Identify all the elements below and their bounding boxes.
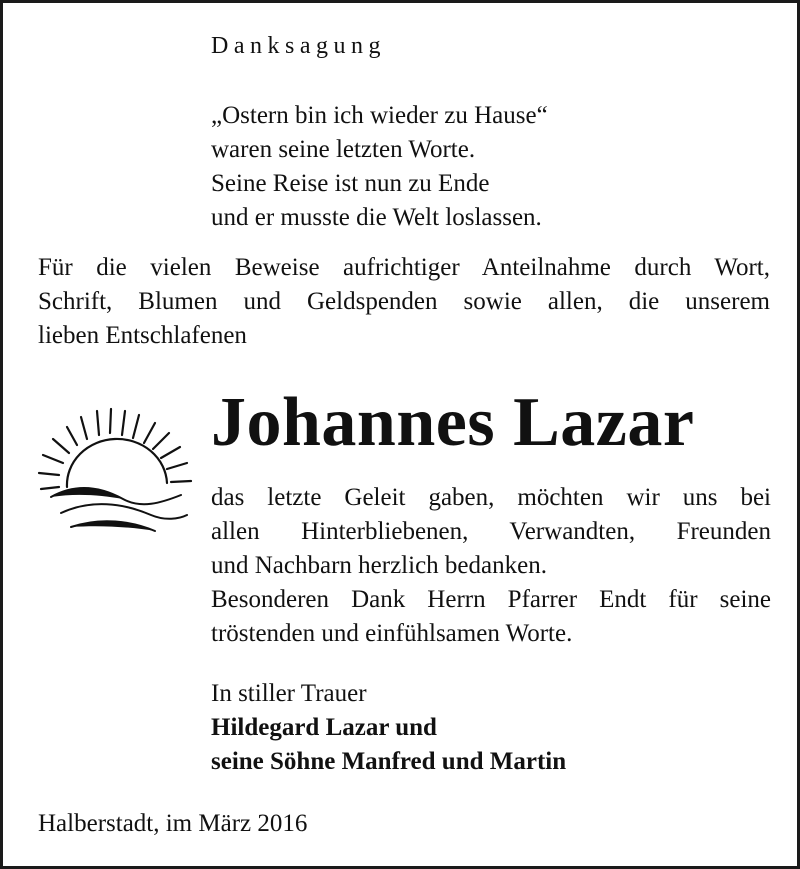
signature-block [211,677,566,779]
deceased-name: Johannes Lazar [211,384,695,461]
poem [211,99,548,235]
poem-line: „Ostern bin ich wieder zu Hause“ [211,102,548,129]
place-date: Halberstadt, im März 2016 [38,810,308,837]
intro-line: Für die vielen Beweise aufrichtiger Anteilnahme durch Wort, [38,254,770,281]
signature-name: Hildegard Lazar und [211,714,437,741]
thanks-line: tröstenden und einfühlsamen Worte. [211,620,573,647]
thanks-line: allen Hinterbliebenen, Verwandten, Freunden [211,518,771,545]
thanks-line: und Nachbarn herzlich bedanken. [211,552,547,579]
thanks-paragraph [211,481,771,651]
poem-line: Seine Reise ist nun zu Ende [211,170,490,197]
signature-intro: In stiller Trauer [211,680,367,707]
intro-paragraph [38,251,770,353]
thanks-line: Besonderen Dank Herrn Pfarrer Endt für seine [211,586,771,613]
intro-line: Schrift, Blumen und Geldspenden sowie allen, die unserem [38,288,770,315]
poem-line: und er musste die Welt loslassen. [211,204,542,231]
poem-line: waren seine letzten Worte. [211,136,476,163]
signature-name: seine Söhne Manfred und Martin [211,748,567,775]
thanks-line: das letzte Geleit gaben, möchten wir uns bei [211,484,771,511]
notice-heading: Danksagung [211,33,386,59]
sunrise-over-hills-icon [31,403,201,543]
intro-line: lieben Entschlafenen [38,322,247,349]
